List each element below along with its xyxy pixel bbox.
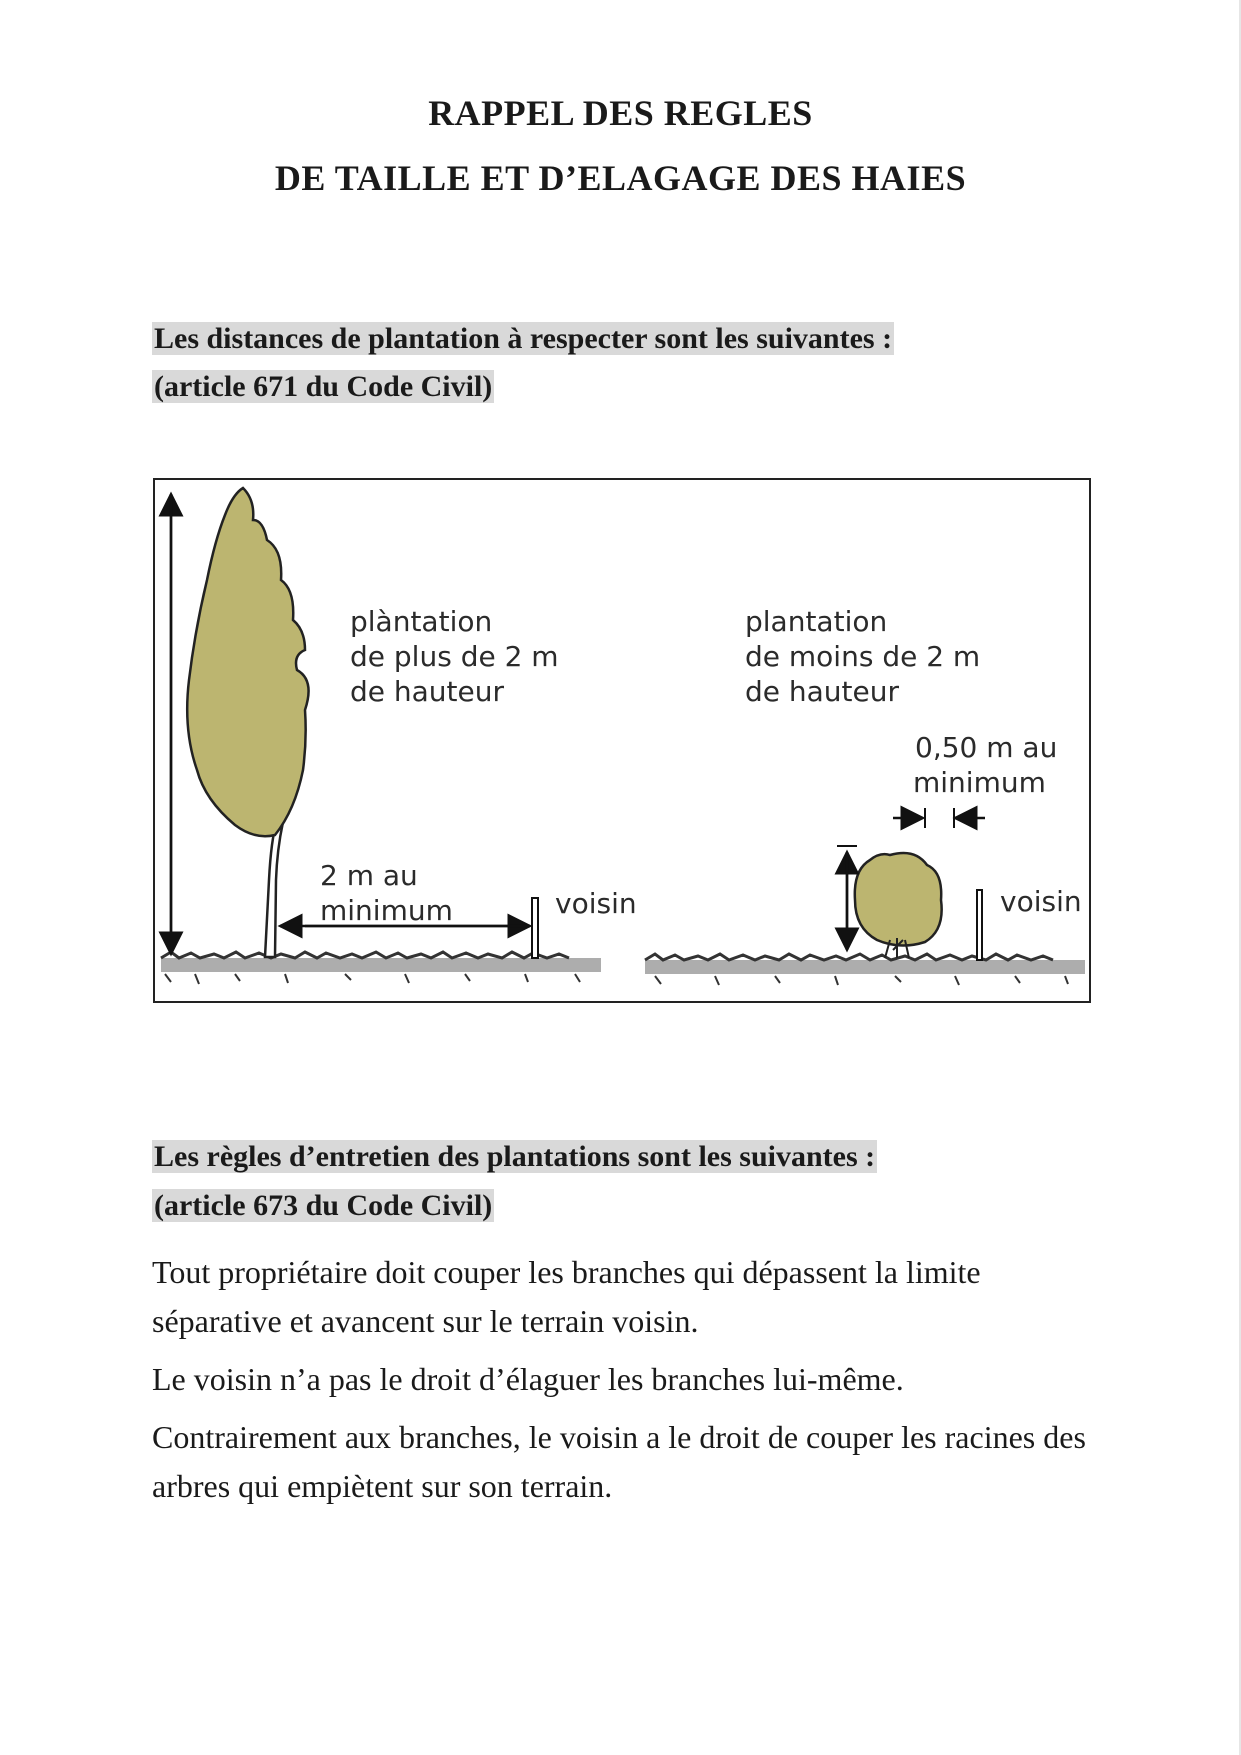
neighbor-label-right: voisin — [1000, 885, 1082, 918]
section1-heading-line1: Les distances de plantation à respecter sont les suivantes : — [154, 322, 893, 355]
paragraph-roots: Contrairement aux branches, le voisin a le droit de couper les racines des arbres qui empiètent sur son terrain. — [152, 1419, 1086, 1504]
neighbor-post-left — [532, 898, 538, 958]
section1-heading-line2: (article 671 du Code Civil) — [154, 370, 493, 403]
page-title-line1: RAPPEL DES REGLES — [428, 93, 813, 133]
section2-heading-line2: (article 673 du Code Civil) — [154, 1189, 493, 1222]
neighbor-label-left: voisin — [555, 887, 637, 920]
tall-distance-label-line2: minimum — [320, 894, 453, 927]
planting-distance-diagram — [153, 478, 1091, 1003]
tall-tree-crown — [187, 488, 308, 836]
tall-plant-label-line1: plàntation — [350, 605, 493, 638]
short-distance-label-line1: 0,50 m au — [915, 731, 1058, 764]
tall-distance-label-line1: 2 m au — [320, 859, 418, 892]
short-shrub-crown — [855, 853, 942, 946]
tall-plant-label-line3: de hauteur — [350, 675, 505, 708]
short-plant-label-line2: de moins de 2 m — [745, 640, 981, 673]
neighbor-post-right — [977, 890, 982, 960]
page-title-line2: DE TAILLE ET D’ELAGAGE DES HAIES — [274, 158, 967, 198]
short-shrub-illustration — [855, 853, 942, 958]
short-plant-label-line1: plantation — [745, 605, 888, 638]
short-plant-label-line3: de hauteur — [745, 675, 900, 708]
paragraph-neighbor-pruning: Le voisin n’a pas le droit d’élaguer les branches lui-même. — [152, 1361, 904, 1397]
ground-right — [645, 954, 1085, 985]
short-distance-label-line2: minimum — [913, 766, 1046, 799]
paragraph-branches: Tout propriétaire doit couper les branches qui dépassent la limite séparative et avancent sur le terrain voisin. — [152, 1254, 981, 1339]
tall-plant-label-line2: de plus de 2 m — [350, 640, 559, 673]
tall-tree-illustration — [187, 488, 308, 957]
section2-heading-line1: Les règles d’entretien des plantations sont les suivantes : — [154, 1140, 876, 1173]
